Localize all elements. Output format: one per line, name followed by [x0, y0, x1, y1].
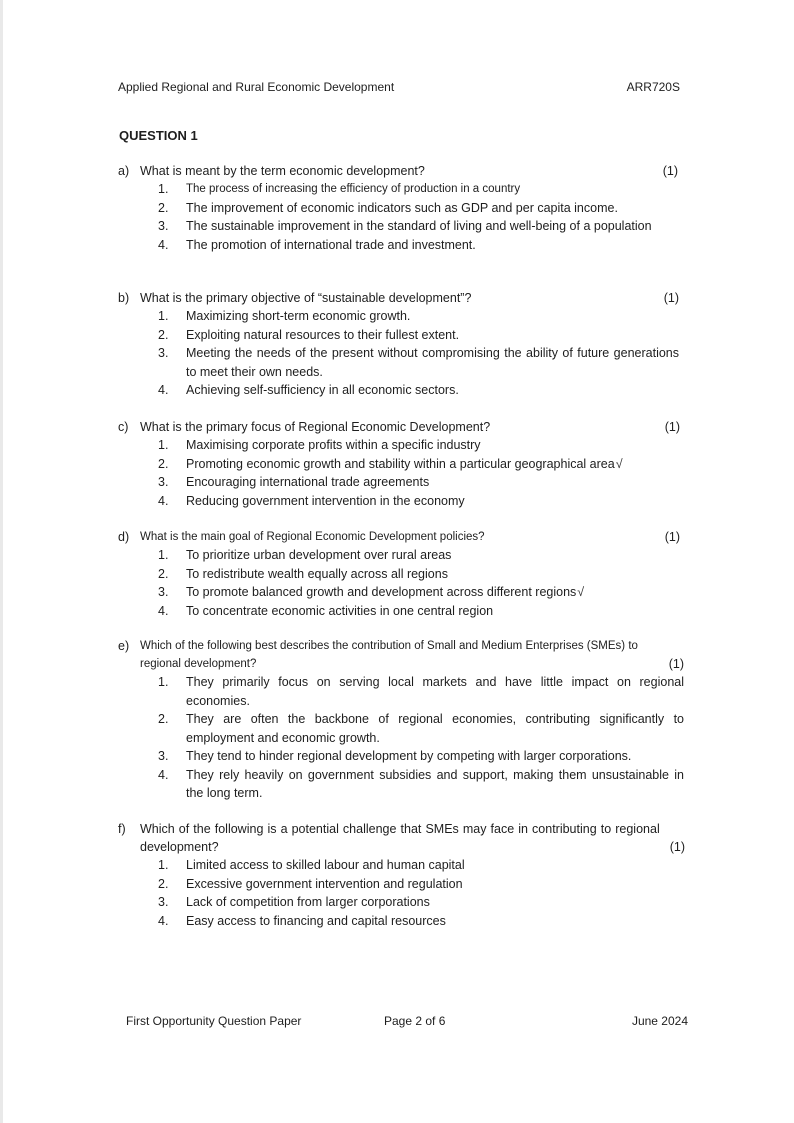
question-letter: a): [118, 164, 130, 178]
footer-page-number: Page 2 of 6: [384, 1014, 446, 1028]
option-item: 4. Reducing government intervention in the economy: [158, 492, 680, 511]
question-mark: (1): [663, 291, 679, 305]
question-stem: Which of the following is a potential challenge that SMEs may face in contributing to regional development?: [140, 822, 660, 854]
option-item: 1. Maximising corporate profits within a specific industry: [158, 436, 680, 455]
question-mark: (1): [664, 420, 680, 434]
option-text: Limited access to skilled labour and human capital: [186, 858, 465, 872]
question-stem: What is meant by the term economic development?: [140, 164, 425, 178]
option-text: To prioritize urban development over rural areas: [186, 548, 452, 562]
options-list: [158, 180, 678, 254]
question-letter: e): [118, 639, 130, 653]
option-item: 4. To concentrate economic activities in one central region: [158, 602, 680, 621]
question-stem: What is the primary focus of Regional Economic Development?: [140, 420, 491, 434]
option-item: 2. Promoting economic growth and stability within a particular geographical area√: [158, 456, 623, 471]
question-letter: d): [118, 530, 130, 544]
option-text: The promotion of international trade and investment.: [186, 237, 476, 252]
question-stem: What is the main goal of Regional Economic Development policies?: [140, 531, 485, 543]
question-mark: (1): [668, 657, 684, 671]
option-item: 2. The improvement of economic indicators such as GDP and per capita income.: [158, 199, 678, 218]
option-item: 1. To prioritize urban development over rural areas: [158, 546, 680, 565]
question-f: [118, 820, 685, 930]
option-text: They are often the backbone of regional economies, contributing significantly to employment and economic growth.: [186, 712, 684, 745]
option-item: 1. Limited access to skilled labour and human capital: [158, 856, 685, 875]
option-item: 4. Achieving self-sufficiency in all economic sectors.: [158, 381, 679, 400]
option-text: To promote balanced growth and development across different regions: [186, 585, 577, 599]
option-item: 3. Meeting the needs of the present without compromising the ability of future generations to meet their own needs.: [158, 344, 679, 381]
footer-date: June 2024: [631, 1014, 688, 1028]
question-stem: Which of the following best describes the contribution of Small and Medium Enterprises (SMEs) to regional development?: [140, 640, 638, 670]
option-item: 4. They rely heavily on government subsidies and support, making them unsustainable in the long term.: [158, 766, 684, 803]
options-list: [158, 673, 684, 803]
option-item: 3. The sustainable improvement in the standard of living and well-being of a population: [158, 217, 678, 236]
option-text: The improvement of economic indicators such as GDP and per capita income.: [186, 200, 618, 215]
option-text: The sustainable improvement in the standard of living and well-being of a population: [186, 219, 652, 233]
option-text: They rely heavily on government subsidies and support, making them unsustainable in the long term.: [186, 767, 684, 800]
course-title: Applied Regional and Rural Economic Development: [118, 80, 395, 94]
option-item: 3. Encouraging international trade agreements: [158, 473, 680, 492]
question-a: [118, 162, 678, 254]
option-text: They primarily focus on serving local markets and have little impact on regional economies.: [186, 675, 684, 708]
option-text: Encouraging international trade agreements: [186, 475, 430, 489]
option-text: Achieving self-sufficiency in all economic sectors.: [186, 383, 459, 397]
option-text: Maximizing short-term economic growth.: [186, 309, 411, 323]
footer-paper-type: First Opportunity Question Paper: [126, 1014, 302, 1028]
options-list: [158, 307, 679, 400]
option-text: Promoting economic growth and stability within a particular geographical area: [186, 456, 615, 471]
option-item: 1. Maximizing short-term economic growth.: [158, 307, 679, 326]
question-e: [118, 637, 684, 803]
option-item: 1. The process of increasing the efficiency of production in a country: [158, 180, 678, 199]
options-list: [158, 546, 680, 620]
option-item: 1. They primarily focus on serving local markets and have little impact on regional economies.: [158, 673, 684, 710]
option-item: 2. They are often the backbone of regional economies, contributing significantly to employment and economic growth.: [158, 710, 684, 747]
question-mark: (1): [664, 530, 680, 544]
question-b: [118, 289, 679, 400]
option-text: Reducing government intervention in the economy: [186, 493, 465, 508]
question-letter: c): [118, 420, 129, 434]
option-item: 3. To promote balanced growth and development across different regions√: [158, 585, 585, 599]
option-text: Meeting the needs of the present without compromising the ability of future generations to meet their own needs.: [186, 346, 679, 379]
page-header: [118, 80, 680, 94]
tick-mark: √: [615, 456, 623, 471]
option-text: The process of increasing the efficiency of production in a country: [186, 183, 521, 195]
option-text: Excessive government intervention and regulation: [186, 876, 463, 891]
option-item: 2. Excessive government intervention and regulation: [158, 875, 685, 894]
option-text: Lack of competition from larger corporations: [186, 895, 430, 909]
question-title: QUESTION 1: [119, 128, 198, 143]
tick-mark: √: [577, 585, 585, 599]
option-text: To redistribute wealth equally across all regions: [186, 566, 448, 581]
option-item: 3. Lack of competition from larger corporations: [158, 893, 685, 912]
option-text: Maximising corporate profits within a specific industry: [186, 438, 481, 452]
option-item: 4. Easy access to financing and capital resources: [158, 912, 685, 931]
option-text: They tend to hinder regional development by competing with larger corporations.: [186, 749, 632, 763]
option-text: Exploiting natural resources to their fullest extent.: [186, 327, 460, 342]
option-text: To concentrate economic activities in one central region: [186, 603, 494, 618]
question-letter: b): [118, 291, 130, 305]
options-list: [158, 856, 685, 930]
question-mark: (1): [662, 164, 678, 178]
question-d: [118, 528, 680, 620]
question-stem: What is the primary objective of “sustainable development”?: [140, 291, 472, 305]
question-letter: f): [118, 822, 126, 836]
question-mark: (1): [669, 840, 685, 854]
question-c: [118, 418, 680, 510]
scan-edge: [0, 0, 3, 1123]
course-code: ARR720S: [626, 80, 680, 94]
options-list: [158, 436, 680, 510]
option-item: 3. They tend to hinder regional development by competing with larger corporations.: [158, 747, 684, 766]
option-text: Easy access to financing and capital resources: [186, 913, 446, 928]
option-item: 4. The promotion of international trade and investment.: [158, 236, 678, 255]
option-item: 2. Exploiting natural resources to their fullest extent.: [158, 326, 679, 345]
option-item: 2. To redistribute wealth equally across all regions: [158, 565, 680, 584]
